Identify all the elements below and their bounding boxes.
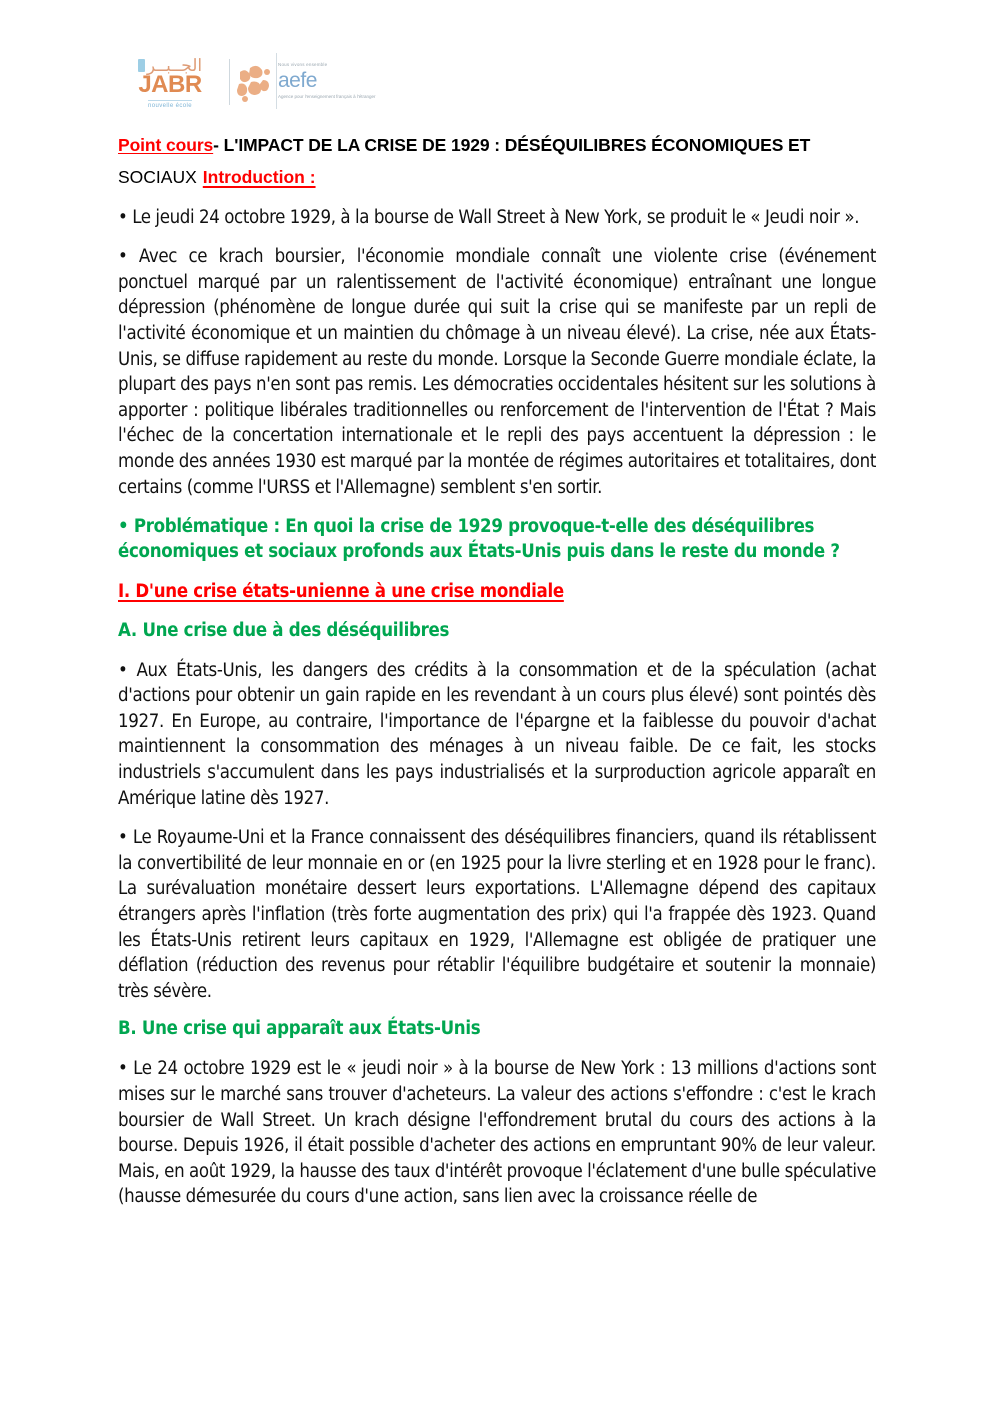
logo-divider [229, 59, 230, 105]
page-title [118, 132, 876, 158]
paragraph-intro-2: • Avec ce krach boursier, l'économie mondiale connaît une violente crise (événement ponctuel marqué par un ralentissement de l'activité économique) entraînant une longue dépression (phénomène de longue durée qui suit la crise qui se manifeste par un repli de l'activité économique et un maintien du chômage à un niveau élevé). La crise, née aux États-Unis, se diffuse rapidement au reste du monde. Lorsque la Seconde Guerre mondiale éclate, la plupart des pays n'en sont pas remis. Les démocraties occidentales hésitent sur les solutions à apporter : politique libérales traditionnelles ou renforcement de l'intervention de l'État ? Mais l'échec de la concertation internationale et le repli des pays accentuent la dépression : le monde des années 1930 est marqué par la montée de régimes autoritaires et totalitaires, dont certains (comme l'URSS et l'Allemagne) semblent s'en sortir. [118, 246, 876, 498]
aefe-divider [276, 53, 277, 109]
jabr-arabic-label: الجــبــر [146, 55, 203, 75]
title-rest: - L'IMPACT DE LA CRISE DE 1929 : DÉSÉQUILIBRES ÉCONOMIQUES ET [213, 135, 811, 155]
aefe-logo [237, 49, 376, 115]
problematique-heading: • Problématique : En quoi la crise de 1929 provoque-t-elle des déséquilibres économiques et sociaux profonds aux États-Unis puis dans le reste du monde ? [118, 516, 840, 563]
part-heading-i-text: I. D'une crise états-unienne à une crise mondiale [118, 580, 564, 602]
section-heading-b: B. Une crise qui apparaît aux États-Unis [118, 1018, 481, 1040]
header-logo-band [118, 44, 376, 120]
aefe-wordmark: aefe [278, 69, 317, 93]
paragraph-a-1: • Aux États-Unis, les dangers des crédits à la consommation et de la spéculation (achat d'actions pour obtenir un gain rapide en les revendant à un cours plus élevé) sont pointés dès 1927. En Europe, au contraire, l'importance de l'épargne et la faiblesse du pouvoir d'achat maintiennent la consommation des ménages à un niveau faible. De ce fait, les stocks industriels s'accumulent dans les pays industrialisés et la surproduction agricole apparaît en Amérique latine dès 1927. [118, 659, 876, 809]
jabr-logo [118, 46, 222, 118]
title-introduction: Introduction : [202, 167, 316, 188]
title-second-line [118, 164, 876, 190]
aefe-tagline: Nous vivons ensemble [278, 61, 328, 67]
aefe-text-block [278, 63, 376, 101]
globe-icon [237, 56, 273, 108]
paragraph-a-2: • Le Royaume-Uni et la France connaissent des déséquilibres financiers, quand ils rétablissent la convertibilité de leur monnaie en or (en 1925 pour la livre sterling et en 1928 pour le franc). La surévaluation monétaire dessert leurs exportations. L'Allemagne dépend des capitaux étrangers après l'inflation (très forte augmentation des prix) qui l'a frappée dès 1923. Quand les États-Unis retirent leurs capitaux en 1929, l'Allemagne est obligée de pratiquer une déflation (réduction des revenus pour rétablir l'équilibre budgétaire et soutenir la monnaie) très sévère. [118, 827, 876, 1002]
jabr-subtitle: nouvelle école [148, 100, 192, 109]
aefe-description: Agence pour l'enseignement français à l'étranger [278, 94, 376, 100]
paragraph-b-1: • Le 24 octobre 1929 est le « jeudi noir » à la bourse de New York : 13 millions d'actions sont mises sur le marché sans trouver d'acheteurs. La valeur des actions s'effondre : c'est le krach boursier de Wall Street. Un krach désigne l'effondrement brutal du cours des actions à la bourse. Depuis 1926, il était possible d'acheter des actions en empruntant 90% de leur valeur. Mais, en août 1929, la hausse des taux d'intérêt provoque l'éclatement d'une bulle spéculative (hausse démesurée du cours d'une action, sans lien avec la croissance réelle de [118, 1058, 876, 1208]
part-heading-i [118, 581, 876, 602]
paragraph-intro-1: • Le jeudi 24 octobre 1929, à la bourse de Wall Street à New York, se produit le « Jeudi noir ». [118, 206, 860, 228]
document-content [118, 132, 876, 1224]
title-label-point-cours: Point cours [118, 135, 214, 155]
section-heading-a: A. Une crise due à des déséquilibres [118, 619, 450, 641]
jabr-arabic-text [138, 55, 202, 75]
title-sociaux: SOCIAUX [118, 167, 197, 188]
jabr-wordmark: JABR [138, 71, 202, 98]
jabr-mark [138, 59, 145, 72]
